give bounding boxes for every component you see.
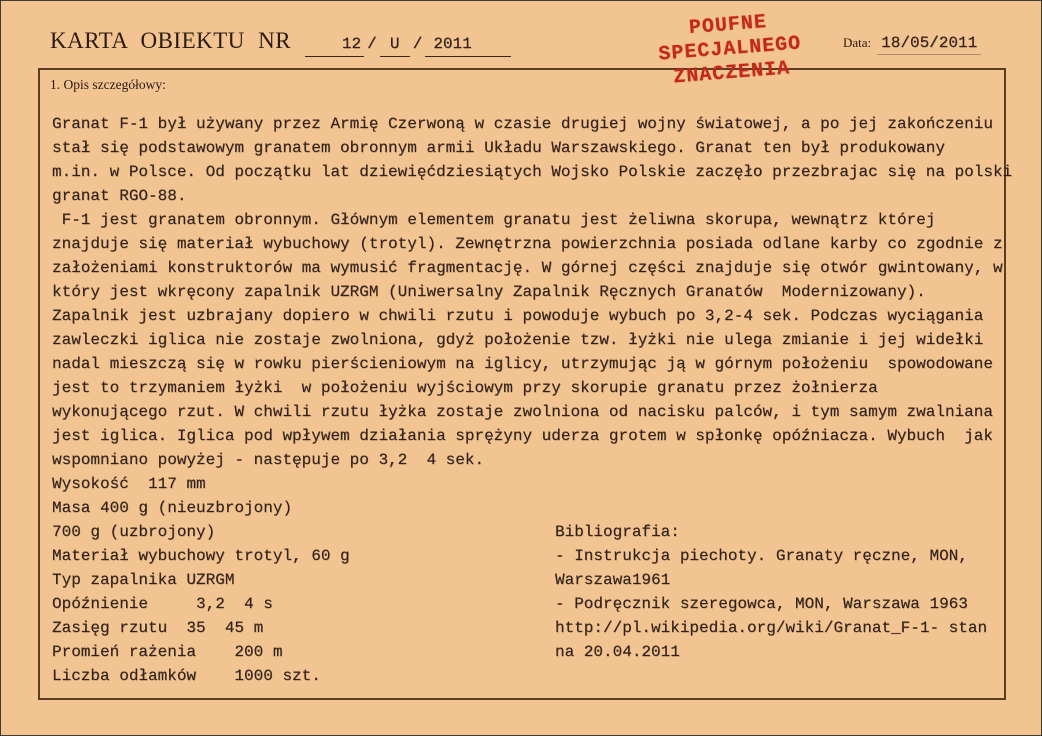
card-number-part3: 2011 — [425, 35, 511, 57]
date-row — [843, 34, 981, 55]
card-number-part1: 12 — [305, 35, 364, 57]
date-value: 18/05/2011 — [877, 34, 981, 55]
description-card — [38, 68, 1013, 700]
text-line: - Instrukcja piechoty. Granaty ręczne, MON, — [555, 547, 968, 565]
text-line: stał się podstawowym granatem obronnym armii Układu Warszawskiego. Granat ten był produkowany — [52, 139, 945, 157]
text-line: Zasięg rzutu 35 45 m — [52, 619, 264, 637]
text-line: Bibliografia: — [555, 523, 680, 541]
text-line: m.in. w Polsce. Od początku lat dziewięćdziesiątych Wojsko Polskie zaczęło przezbrajac się na polski — [52, 163, 1013, 181]
text-line: wykonującego rzut. W chwili rzutu łyżka zostaje zwolniona od nacisku palców, i tym samym zwalniana — [52, 403, 993, 421]
card-title-row — [50, 28, 511, 57]
section-label: 1. Opis szczegółowy: — [50, 77, 166, 92]
page-title: KARTA OBIEKTU NR — [50, 28, 292, 53]
card-number-separator: / — [367, 35, 377, 53]
card-number-part2: U — [380, 35, 410, 57]
text-line: nadal mieszczą się w rowku pierścieniowym na iglicy, utrzymując ją w górnym położeniu spowodowane — [52, 355, 993, 373]
text-line: Masa 400 g (nieuzbrojony) — [52, 499, 293, 517]
text-line: SPECJALNEGO — [657, 32, 803, 67]
bibliography — [555, 520, 987, 664]
text-line: Opóźnienie 3,2 4 s — [52, 595, 273, 613]
text-line: Typ zapalnika UZRGM — [52, 571, 235, 589]
text-line: znajduje się materiał wybuchowy (trotyl). Zewnętrzna powierzchnia posiada odlane karby co zgodnie z — [52, 235, 1003, 253]
text-line: jest to trzymaniem łyżki w położeniu wyjściowym przy skorupie granatu przez żołnierza — [52, 379, 878, 397]
text-line: Promień rażenia 200 m — [52, 643, 283, 661]
text-line: ZNACZENIA — [672, 57, 792, 90]
date-label: Data: — [843, 35, 872, 50]
card-number — [305, 35, 511, 57]
text-line: - Podręcznik szeregowca, MON, Warszawa 1963 — [555, 595, 968, 613]
text-line: Zapalnik jest uzbrajany dopiero w chwili rzutu i powoduje wybuch po 3,2-4 sek. Podczas wyciągania — [52, 307, 984, 325]
text-line: Warszawa1961 — [555, 571, 671, 589]
text-line: http://pl.wikipedia.org/wiki/Granat_F-1- stan — [555, 619, 988, 637]
text-line: F-1 jest granatem obronnym. Głównym elementem granatu jest żeliwna skorupa, wewnątrz której — [52, 211, 936, 229]
text-line: na 20.04.2011 — [555, 643, 680, 661]
text-line: 700 g (uzbrojony) — [52, 523, 216, 541]
card-number-separator: / — [412, 35, 423, 53]
text-line: założeniami konstruktorów ma wymusić fragmentację. W górnej części znajduje się otwór gwintowany, w — [52, 259, 1003, 277]
description-paragraph-lines — [52, 112, 1013, 472]
text-line: Wysokość 117 mm — [52, 475, 206, 493]
text-line: jest iglica. Iglica pod wpływem działania sprężyny uderza grotem w spłonkę opóźniacza. Wybuch jak — [52, 427, 993, 445]
text-line: Liczba odłamków 1000 szt. — [52, 667, 321, 685]
text-line: POUFNE — [688, 11, 768, 41]
classification-stamp — [635, 7, 824, 93]
text-line: wspomniano powyżej - następuje po 3,2 4 sek. — [52, 451, 485, 469]
text-line: zawleczki iglica nie zostaje zwolniona, gdyż położenie tzw. łyżki nie ulega zmianie i jej widełki — [52, 331, 984, 349]
text-line: Granat F-1 był używany przez Armię Czerwoną w czasie drugiej wojny światowej, a po jej zakończeniu — [52, 115, 993, 133]
text-line: Materiał wybuchowy trotyl, 60 g — [52, 547, 350, 565]
text-line: granat RGO-88. — [52, 187, 187, 205]
text-line: który jest wkręcony zapalnik UZRGM (Uniwersalny Zapalnik Ręcznych Granatów Modernizowany). — [52, 283, 926, 301]
